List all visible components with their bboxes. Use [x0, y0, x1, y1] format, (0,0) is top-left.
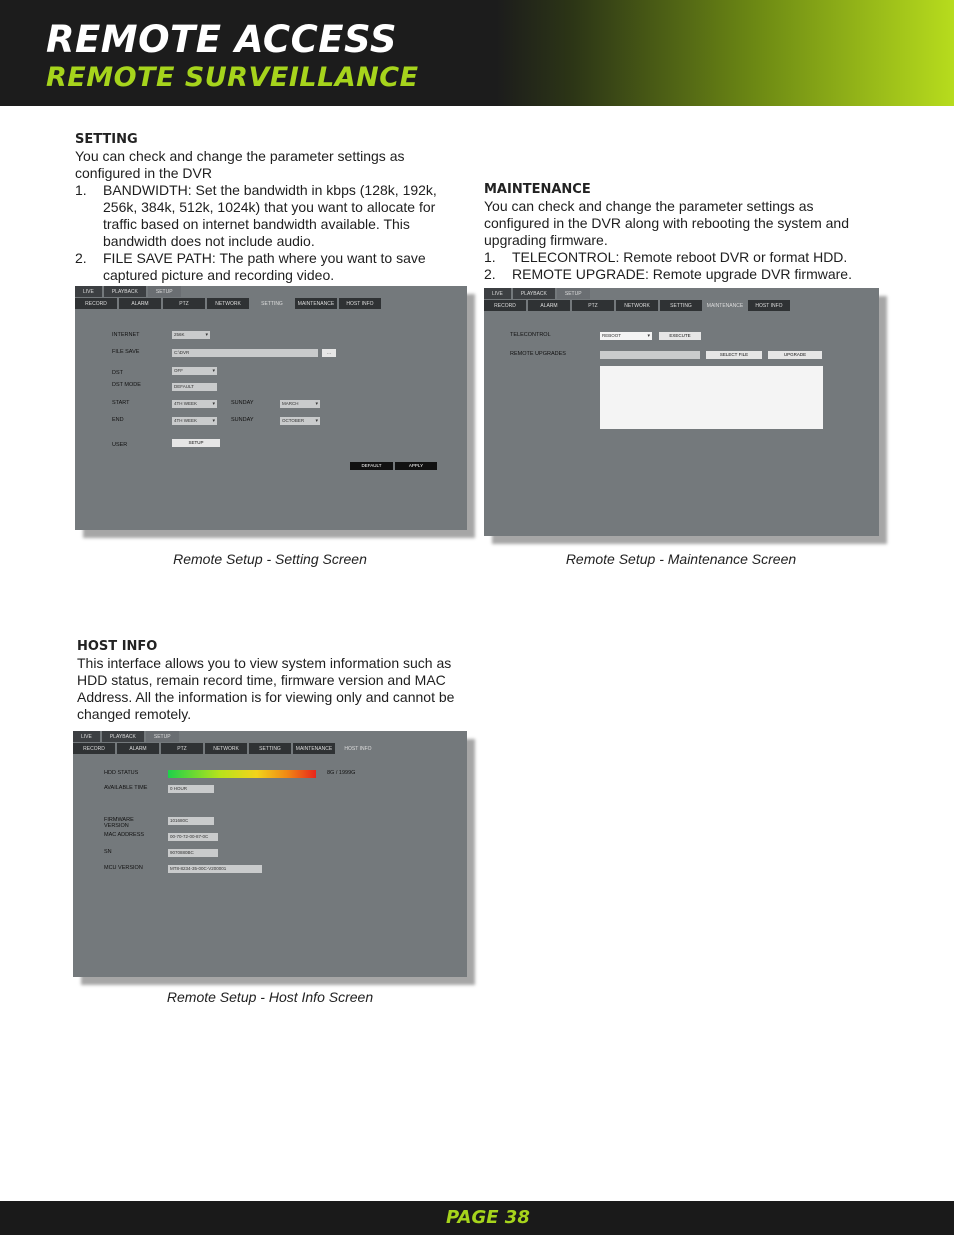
tab-setting[interactable]: SETTING [660, 300, 702, 311]
hostinfo-caption: Remote Setup - Host Info Screen [166, 989, 374, 1005]
dst-label: DST [112, 370, 123, 376]
tab-playback[interactable]: PLAYBACK [104, 286, 146, 297]
list-number: 2. [75, 250, 87, 266]
mac-address-label: MAC ADDRESS [104, 832, 145, 838]
tab-alarm[interactable]: ALARM [528, 300, 570, 311]
hdd-status-bar [168, 770, 316, 778]
top-tab-bar [75, 286, 183, 297]
maintenance-title: MAINTENANCE [484, 182, 591, 197]
list-text: BANDWIDTH: Set the bandwidth in kbps (128k, 192k, 256k, 384k, 512k, 1024k) that you want to allocate for traffic based on internet bandwidth available. This bandwidth does not include audio. [103, 182, 437, 249]
tab-live[interactable]: LIVE [75, 286, 102, 297]
setting-screenshot [75, 286, 467, 530]
end-label: END [112, 417, 124, 423]
end-week-select[interactable]: 4TH WEEK ▾ [172, 417, 217, 425]
setting-caption: Remote Setup - Setting Screen [173, 551, 367, 567]
sub-tab-bar [75, 298, 383, 309]
available-time-value: 0 HOUR [168, 785, 214, 793]
start-week-select[interactable]: 4TH WEEK ▾ [172, 400, 217, 408]
sn-value: 9070880BC [168, 849, 218, 857]
maintenance-caption: Remote Setup - Maintenance Screen [565, 551, 797, 567]
start-month-select[interactable]: MARCH ▾ [280, 400, 320, 408]
list-item [75, 182, 455, 250]
hostinfo-section [77, 638, 457, 723]
page-title: REMOTE ACCESS [46, 18, 397, 61]
hostinfo-screenshot [73, 731, 467, 977]
hostinfo-title: HOST INFO [77, 639, 158, 654]
tab-live[interactable]: LIVE [484, 288, 511, 299]
maintenance-screenshot [484, 288, 879, 536]
top-tab-bar [484, 288, 592, 299]
default-button[interactable]: DEFAULT [350, 462, 393, 470]
list-item [75, 250, 455, 284]
tab-maintenance[interactable]: MAINTENANCE [295, 298, 337, 309]
telecontrol-select[interactable]: REBOOT ▾ [600, 332, 652, 340]
tab-record[interactable]: RECORD [484, 300, 526, 311]
maintenance-list [484, 249, 874, 283]
file-save-field[interactable]: C:\DVR [172, 349, 318, 357]
end-day-label: SUNDAY [231, 417, 254, 423]
maintenance-section [484, 181, 874, 283]
list-text: TELECONTROL: Remote reboot DVR or format HDD. [512, 249, 848, 265]
internet-select[interactable]: 256K ▾ [172, 331, 210, 339]
page-number: PAGE 38 [446, 1207, 530, 1228]
tab-host-info[interactable]: HOST INFO [339, 298, 381, 309]
start-label: START [112, 400, 130, 406]
tab-setup[interactable]: SETUP [146, 731, 179, 742]
tab-setup[interactable]: SETUP [557, 288, 590, 299]
mcu-version-label: MCU VERSION [104, 865, 143, 871]
tab-setting[interactable]: SETTING [249, 743, 291, 754]
dst-mode-select[interactable]: DEFAULT [172, 383, 217, 391]
hostinfo-body: This interface allows you to view system information such as HDD status, remain record time, firmware version and MAC Address. All the information is for viewing only and cannot be changed remotely. [77, 655, 455, 722]
list-text: REMOTE UPGRADE: Remote upgrade DVR firmware. [512, 266, 852, 282]
apply-button[interactable]: APPLY [395, 462, 437, 470]
tab-network[interactable]: NETWORK [616, 300, 658, 311]
sub-tab-bar [484, 300, 792, 311]
select-file-button[interactable]: SELECT FILE [706, 351, 762, 359]
tab-maintenance[interactable]: MAINTENANCE [293, 743, 335, 754]
start-day-label: SUNDAY [231, 400, 254, 406]
tab-ptz[interactable]: PTZ [572, 300, 614, 311]
remote-upgrade-label: REMOTE UPGRADES [510, 351, 566, 357]
tab-host-info[interactable]: HOST INFO [337, 743, 379, 754]
dst-mode-label: DST MODE [112, 382, 141, 388]
sn-label: SN [104, 849, 112, 855]
upgrade-file-field[interactable] [600, 351, 700, 359]
tab-maintenance[interactable]: MAINTENANCE [704, 300, 746, 311]
list-number: 1. [484, 249, 496, 265]
setting-body: You can check and change the parameter settings as configured in the DVR [75, 148, 405, 181]
browse-button[interactable]: ... [322, 349, 336, 357]
user-label: USER [112, 442, 128, 448]
tab-host-info[interactable]: HOST INFO [748, 300, 790, 311]
firmware-version-label: FIRMWARE VERSION [104, 817, 134, 829]
execute-button[interactable]: EXECUTE [659, 332, 701, 340]
dst-select[interactable]: OFF ▾ [172, 367, 217, 375]
tab-alarm[interactable]: ALARM [117, 743, 159, 754]
hdd-status-value: 8G / 1999G [327, 770, 356, 776]
maintenance-body: You can check and change the parameter settings as configured in the DVR along with rebooting the system and upgrading firmware. [484, 198, 849, 248]
mcu-version-value: MT8-8234-35-00C-V200001 [168, 865, 262, 873]
setting-title: SETTING [75, 132, 138, 147]
list-number: 1. [75, 182, 87, 198]
mac-address-value: 00-70-72-00-87-0C [168, 833, 218, 841]
setup-button[interactable]: SETUP [172, 439, 220, 447]
available-time-label: AVAILABLE TIME [104, 785, 148, 791]
tab-live[interactable]: LIVE [73, 731, 100, 742]
tab-playback[interactable]: PLAYBACK [102, 731, 144, 742]
tab-network[interactable]: NETWORK [207, 298, 249, 309]
list-number: 2. [484, 266, 496, 282]
hdd-status-label: HDD STATUS [104, 770, 139, 776]
file-save-label: FILE SAVE [112, 349, 140, 355]
tab-alarm[interactable]: ALARM [119, 298, 161, 309]
list-text: FILE SAVE PATH: The path where you want to save captured picture and recording video. [103, 250, 426, 283]
sub-tab-bar [73, 743, 381, 754]
telecontrol-label: TELECONTROL [510, 332, 551, 338]
upgrade-log-area [600, 366, 823, 429]
firmware-version-value: 101680C [168, 817, 214, 825]
setting-list [75, 182, 455, 284]
list-item [484, 266, 874, 283]
tab-ptz[interactable]: PTZ [163, 298, 205, 309]
upgrade-button[interactable]: UPGRADE [768, 351, 822, 359]
tab-network[interactable]: NETWORK [205, 743, 247, 754]
tab-setting[interactable]: SETTING [251, 298, 293, 309]
list-item [484, 249, 874, 266]
tab-record[interactable]: RECORD [75, 298, 117, 309]
end-month-select[interactable]: OCTOBER ▾ [280, 417, 320, 425]
tab-playback[interactable]: PLAYBACK [513, 288, 555, 299]
tab-record[interactable]: RECORD [73, 743, 115, 754]
internet-label: INTERNET [112, 332, 140, 338]
tab-ptz[interactable]: PTZ [161, 743, 203, 754]
setting-section [75, 131, 455, 284]
top-tab-bar [73, 731, 181, 742]
tab-setup[interactable]: SETUP [148, 286, 181, 297]
page-subtitle: REMOTE SURVEILLANCE [46, 62, 419, 93]
